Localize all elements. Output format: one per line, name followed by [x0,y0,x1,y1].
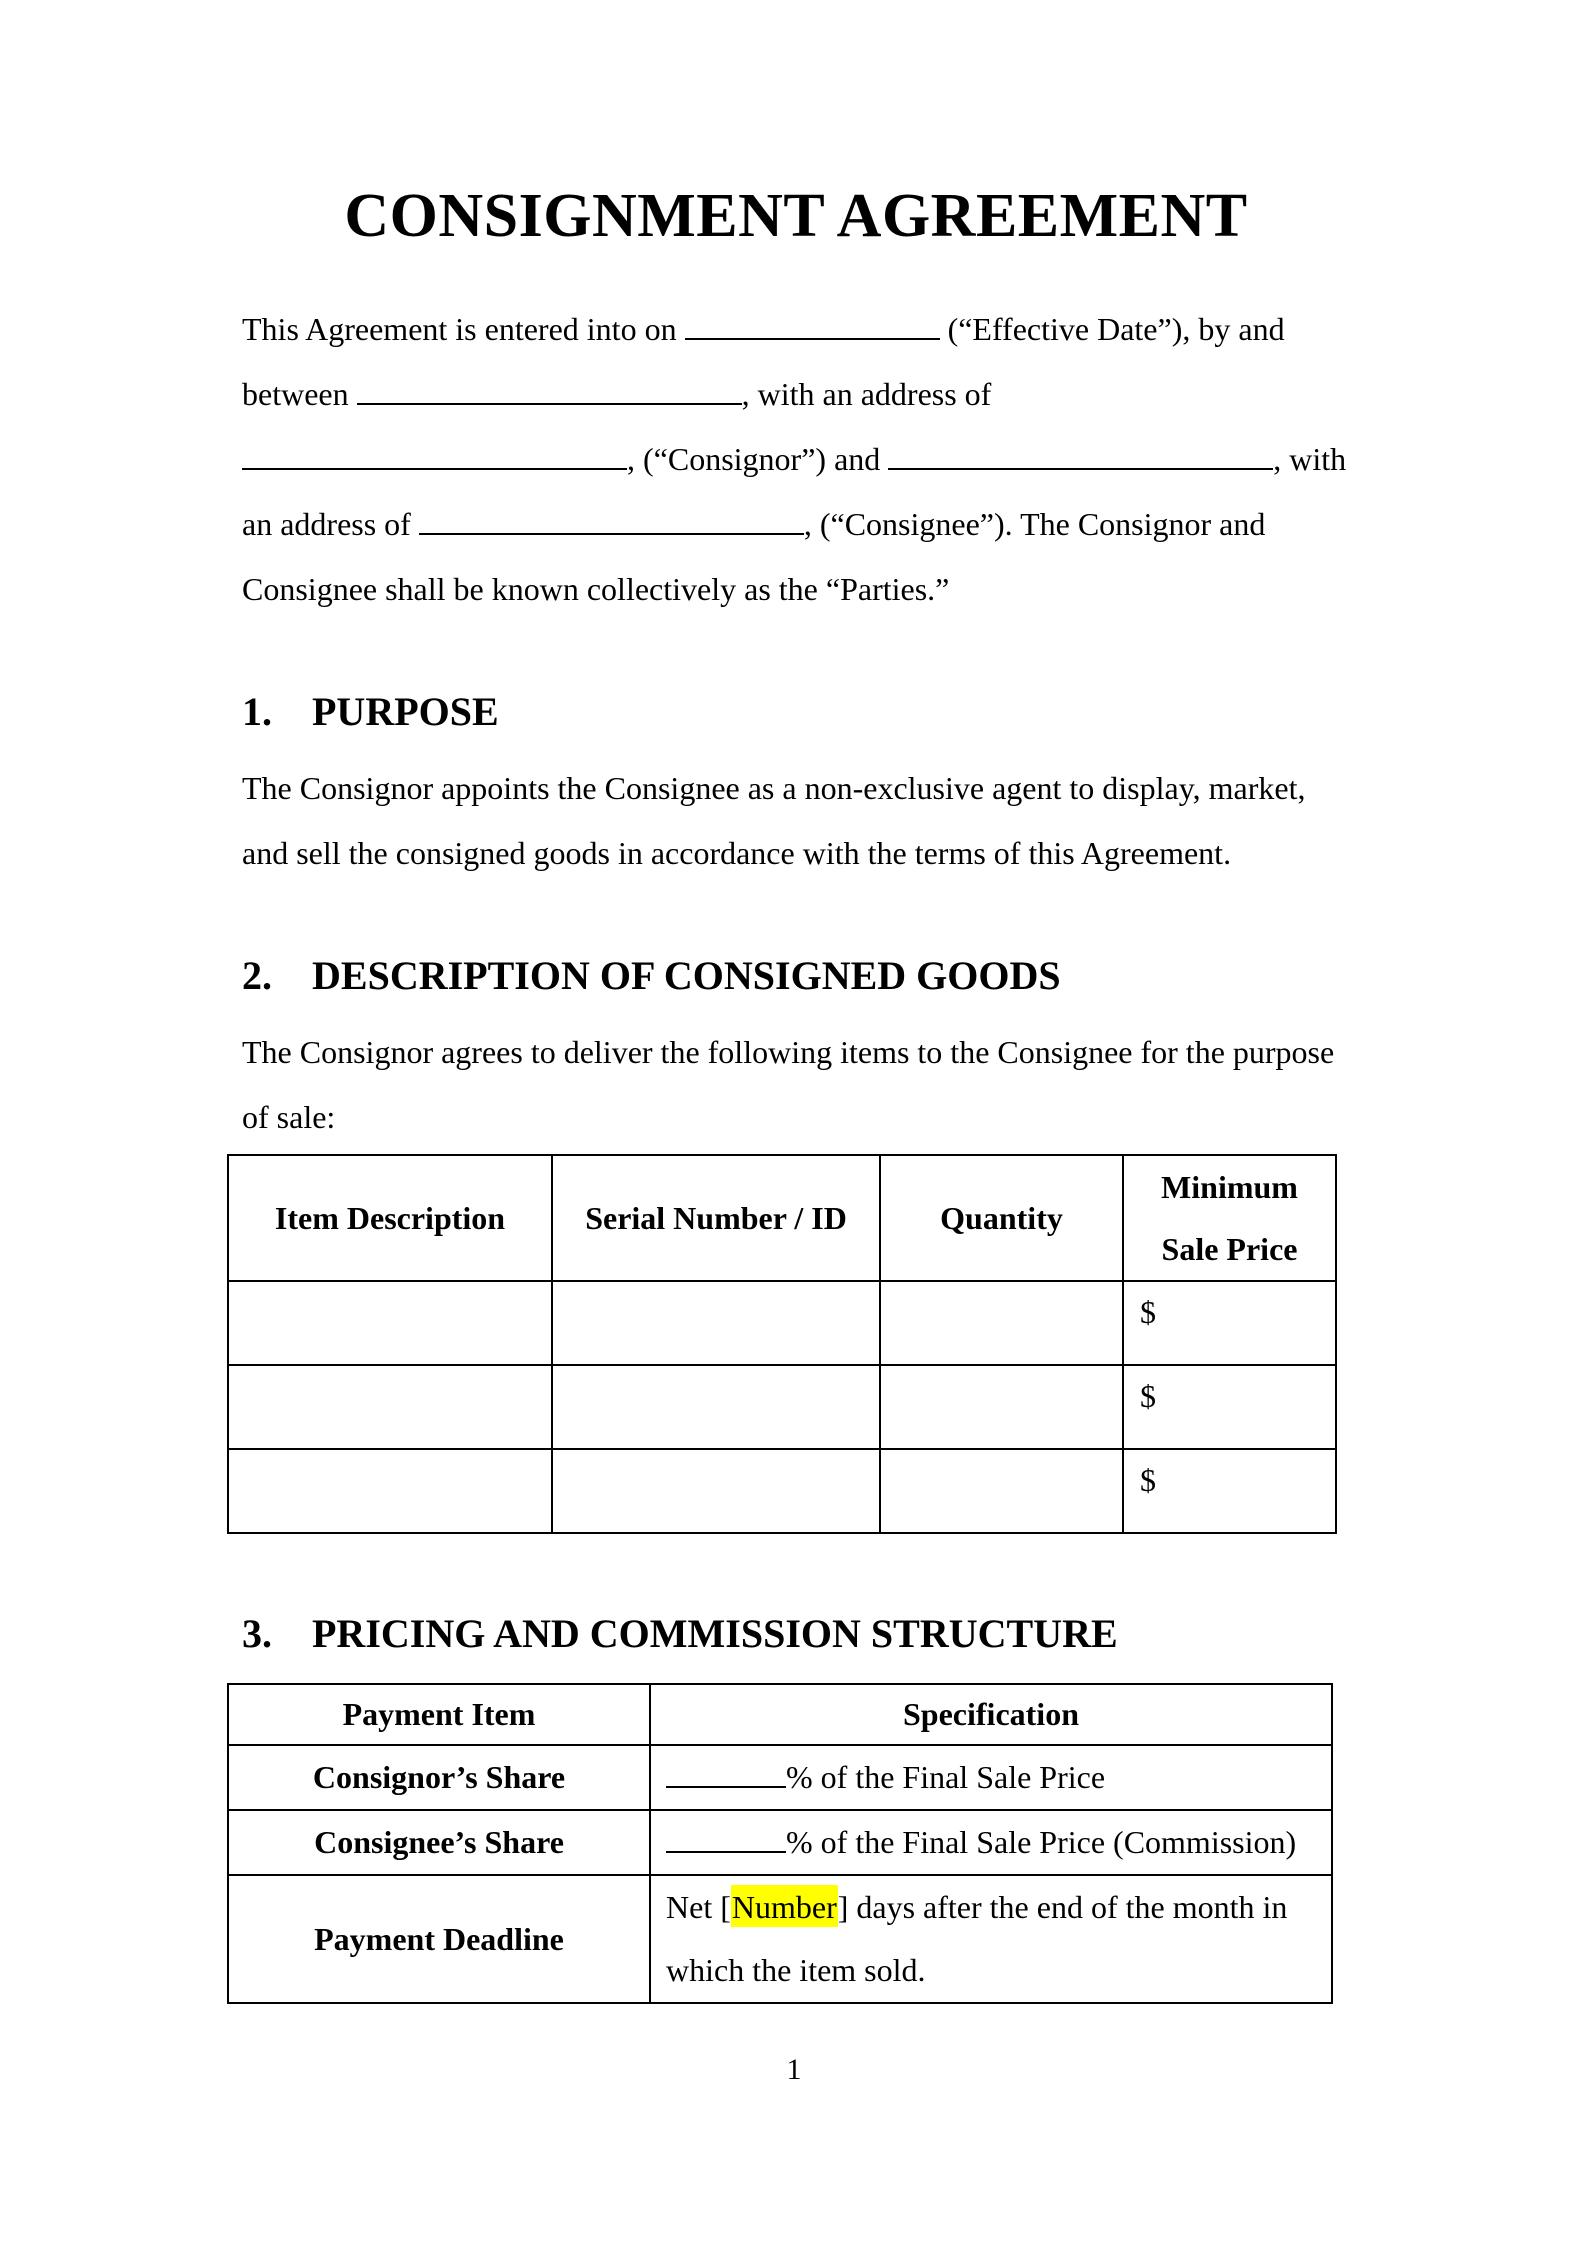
blank-consignor-address[interactable] [242,441,627,470]
pricing-header-specification: Specification [650,1684,1332,1745]
section-title: DESCRIPTION OF CONSIGNED GOODS [312,953,1061,998]
goods-table-row [228,1449,1336,1533]
intro-text: , with [1273,441,1347,477]
pricing-label: Consignee’s Share [228,1810,650,1875]
goods-cell-price[interactable]: $ [1123,1281,1336,1365]
document-title: CONSIGNMENT AGREEMENT [344,182,1248,250]
goods-header-minimum-sale-price: Minimum Sale Price [1123,1155,1336,1281]
goods-table-row [228,1365,1336,1449]
goods-table-row [228,1281,1336,1365]
goods-cell-quantity[interactable] [880,1281,1123,1365]
goods-cell-price[interactable]: $ [1123,1365,1336,1449]
section-heading-goods [242,952,1350,1000]
blank-consignee-address[interactable] [419,506,804,535]
goods-cell-quantity[interactable] [880,1449,1123,1533]
blank-consignee-percent[interactable] [666,1824,786,1853]
goods-header-serial-number: Serial Number / ID [552,1155,880,1281]
intro-line-2 [242,362,1350,427]
intro-text: an address of [242,506,411,542]
goods-cell-serial[interactable] [552,1449,880,1533]
goods-cell-item[interactable] [228,1281,552,1365]
pricing-row-consignor-share [228,1745,1332,1810]
section-number: 2. [242,953,272,998]
section-title: PURPOSE [312,689,499,734]
goods-cell-price[interactable]: $ [1123,1449,1336,1533]
pricing-header-payment-item: Payment Item [228,1684,650,1745]
body-line: and sell the consigned goods in accordance with the terms of this Agreement. [242,835,1232,871]
goods-header-quantity: Quantity [880,1155,1123,1281]
goods-cell-quantity[interactable] [880,1365,1123,1449]
blank-consignor-percent[interactable] [666,1759,786,1788]
intro-line-3 [242,427,1350,492]
spec-text: % of the Final Sale Price [786,1759,1106,1795]
section-title: PRICING AND COMMISSION STRUCTURE [312,1611,1118,1656]
section-number: 1. [242,689,272,734]
intro-text: , (“Consignor”) and [627,441,881,477]
intro-line-1 [242,297,1350,362]
pricing-label: Payment Deadline [228,1875,650,2003]
body-line: The Consignor agrees to deliver the following items to the Consignee for the purpose [242,1034,1335,1070]
goods-table [227,1154,1337,1534]
pricing-table-header-row [228,1684,1332,1745]
section-number: 3. [242,1611,272,1656]
goods-cell-serial[interactable] [552,1281,880,1365]
intro-text: , (“Consignee”). The Consignor and [803,506,1266,542]
spec-text: ] days after the end of the month in which the item sold. [666,1889,1288,1988]
goods-table-header-row [228,1155,1336,1281]
pricing-spec [650,1875,1332,2003]
goods-header-item-description: Item Description [228,1155,552,1281]
intro-text: , with an address of [741,376,992,412]
pricing-spec [650,1810,1332,1875]
intro-line-5 [242,557,1350,622]
purpose-body [242,756,1350,886]
intro-text: This Agreement is entered into on [242,311,677,347]
intro-text: Consignee shall be known collectively as the “Parties.” [242,571,950,607]
intro-paragraph [242,297,1350,622]
blank-effective-date[interactable] [685,311,940,340]
goods-cell-item[interactable] [228,1449,552,1533]
pricing-row-consignee-share [228,1810,1332,1875]
body-line: The Consignor appoints the Consignee as a non-exclusive agent to display, market, [242,770,1306,806]
goods-body [242,1020,1350,1150]
goods-cell-item[interactable] [228,1365,552,1449]
blank-consignee-name[interactable] [888,441,1273,470]
spec-text: % of the Final Sale Price (Commission) [786,1824,1297,1860]
highlighted-number-placeholder[interactable]: Number [731,1885,838,1927]
intro-line-4 [242,492,1350,557]
blank-consignor-name[interactable] [357,376,742,405]
section-heading-purpose [242,688,1350,736]
intro-text: between [242,376,349,412]
pricing-row-payment-deadline [228,1875,1332,2003]
body-line: of sale: [242,1099,336,1135]
pricing-label: Consignor’s Share [228,1745,650,1810]
goods-cell-serial[interactable] [552,1365,880,1449]
pricing-table [227,1683,1333,2004]
pricing-spec [650,1745,1332,1810]
spec-text: Net [ [666,1889,731,1925]
page-number: 1 [786,2053,802,2086]
section-heading-pricing [242,1610,1350,1658]
intro-text: (“Effective Date”), by and [947,311,1285,347]
